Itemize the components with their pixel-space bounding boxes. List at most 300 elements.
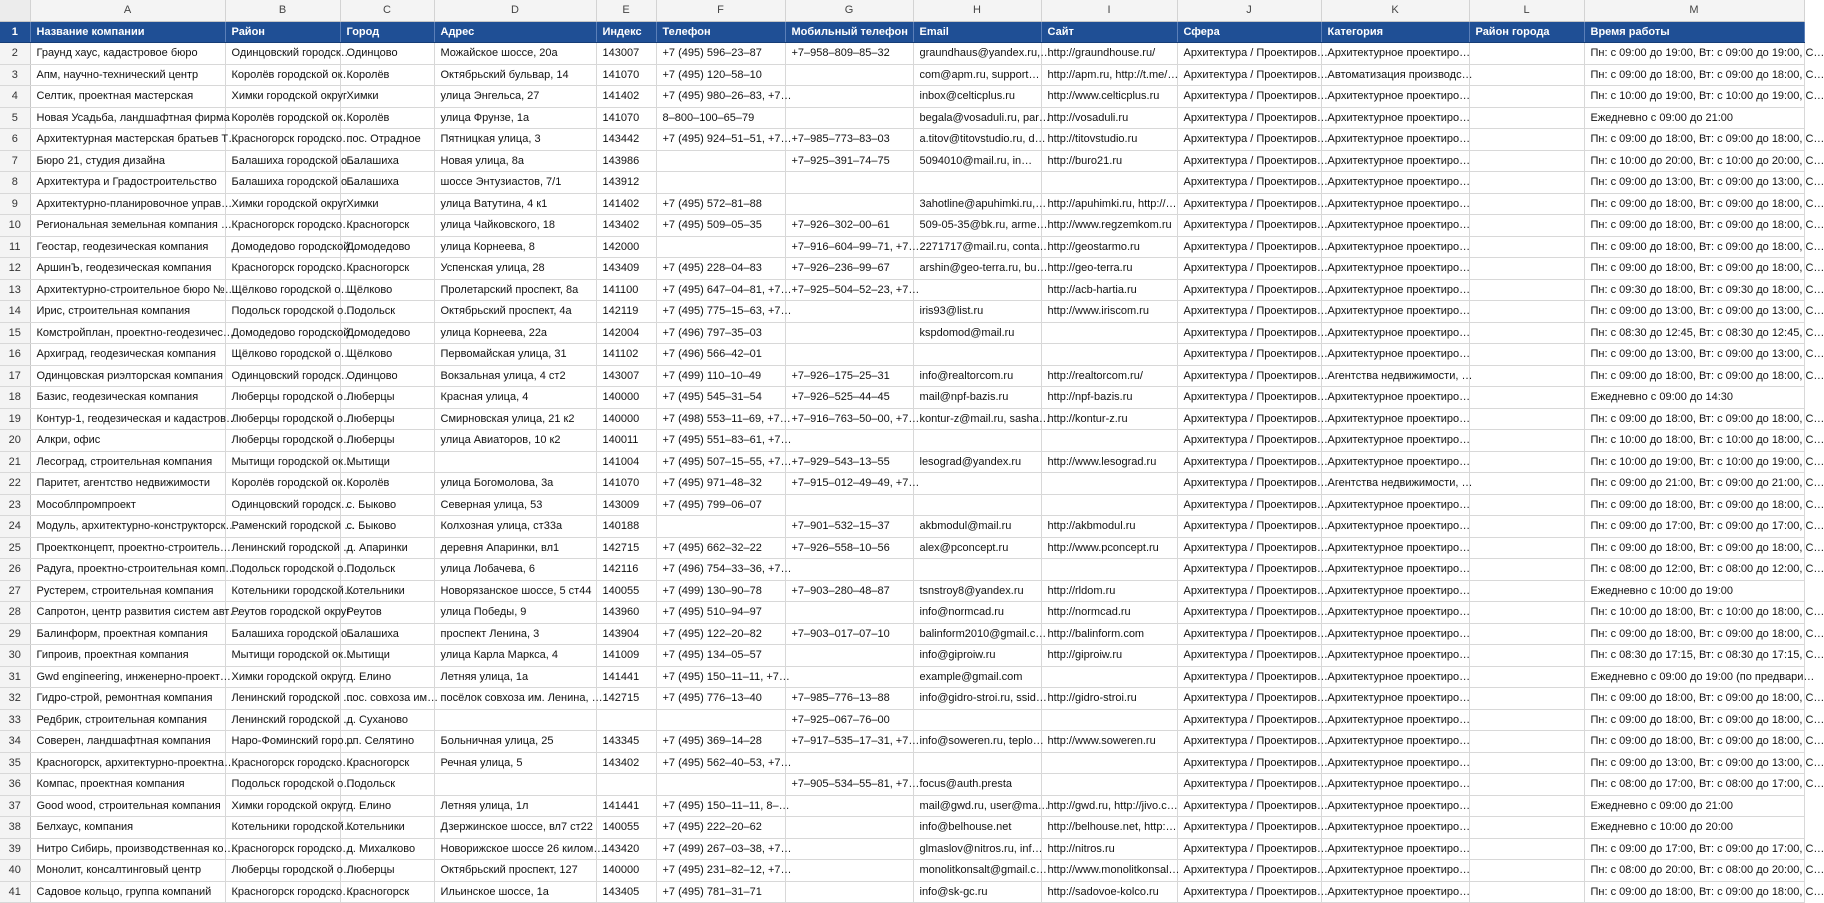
working-hours-cell[interactable]: Ежедневно с 09:00 до 21:00 xyxy=(1584,107,1804,129)
city-district-cell[interactable] xyxy=(1469,709,1584,731)
working-hours-cell[interactable]: Пн: с 09:00 до 18:00, Вт: с 09:00 до 18:00, С… xyxy=(1584,688,1804,710)
mobile-phone-cell[interactable] xyxy=(785,559,913,581)
row-number[interactable]: 23 xyxy=(0,494,30,516)
email-cell[interactable]: 509-05-35@bk.ru, arme… xyxy=(913,215,1041,237)
city-cell[interactable]: д. Апаринки xyxy=(340,537,434,559)
city-district-cell[interactable] xyxy=(1469,580,1584,602)
header-cell-district[interactable]: Район xyxy=(225,21,340,43)
row-number[interactable]: 20 xyxy=(0,430,30,452)
working-hours-cell[interactable]: Пн: с 09:00 до 13:00, Вт: с 09:00 до 13:00, С… xyxy=(1584,752,1804,774)
city-district-cell[interactable] xyxy=(1469,322,1584,344)
website-cell[interactable]: http://apuhimki.ru, http://… xyxy=(1041,193,1177,215)
working-hours-cell[interactable]: Ежедневно с 10:00 до 20:00 xyxy=(1584,817,1804,839)
website-cell[interactable]: http://npf-bazis.ru xyxy=(1041,387,1177,409)
city-district-cell[interactable] xyxy=(1469,752,1584,774)
category-cell[interactable]: Архитектурное проектиро… xyxy=(1321,645,1469,667)
postal-code-cell[interactable]: 143009 xyxy=(596,494,656,516)
row-number[interactable]: 30 xyxy=(0,645,30,667)
mobile-phone-cell[interactable] xyxy=(785,322,913,344)
district-cell[interactable]: Щёлково городской о… xyxy=(225,279,340,301)
company-name-cell[interactable]: Радуга, проектно-строительная комп… xyxy=(30,559,225,581)
header-cell-sphere[interactable]: Сфера xyxy=(1177,21,1321,43)
website-cell[interactable]: http://acb-hartia.ru xyxy=(1041,279,1177,301)
category-cell[interactable]: Архитектурное проектиро… xyxy=(1321,774,1469,796)
category-cell[interactable]: Архитектурное проектиро… xyxy=(1321,580,1469,602)
city-cell[interactable]: Реутов xyxy=(340,602,434,624)
email-cell[interactable]: monolitkonsalt@gmail.c… xyxy=(913,860,1041,882)
address-cell[interactable]: деревня Апаринки, вл1 xyxy=(434,537,596,559)
phone-cell[interactable]: +7 (495) 776–13–40 xyxy=(656,688,785,710)
district-cell[interactable]: Люберцы городской о… xyxy=(225,387,340,409)
city-district-cell[interactable] xyxy=(1469,795,1584,817)
sphere-cell[interactable]: Архитектура / Проектиров… xyxy=(1177,150,1321,172)
sphere-cell[interactable]: Архитектура / Проектиров… xyxy=(1177,494,1321,516)
category-cell[interactable]: Архитектурное проектиро… xyxy=(1321,795,1469,817)
category-cell[interactable]: Архитектурное проектиро… xyxy=(1321,387,1469,409)
email-cell[interactable]: example@gmail.com xyxy=(913,666,1041,688)
phone-cell[interactable]: +7 (496) 754–33–36, +7… xyxy=(656,559,785,581)
email-cell[interactable]: tsnstroy8@yandex.ru xyxy=(913,580,1041,602)
address-cell[interactable]: Дзержинское шоссе, вл7 ст22 xyxy=(434,817,596,839)
city-cell[interactable]: Одинцово xyxy=(340,43,434,65)
mobile-phone-cell[interactable] xyxy=(785,301,913,323)
postal-code-cell[interactable]: 141100 xyxy=(596,279,656,301)
phone-cell[interactable]: +7 (495) 980–26–83, +7… xyxy=(656,86,785,108)
row-number[interactable]: 9 xyxy=(0,193,30,215)
company-name-cell[interactable]: Геостар, геодезическая компания xyxy=(30,236,225,258)
mobile-phone-cell[interactable]: +7–925–067–76–00 xyxy=(785,709,913,731)
mobile-phone-cell[interactable] xyxy=(785,430,913,452)
phone-cell[interactable]: +7 (499) 130–90–78 xyxy=(656,580,785,602)
city-district-cell[interactable] xyxy=(1469,279,1584,301)
company-name-cell[interactable]: АршинЪ, геодезическая компания xyxy=(30,258,225,280)
district-cell[interactable]: Химки городской округ xyxy=(225,193,340,215)
row-number[interactable]: 31 xyxy=(0,666,30,688)
sphere-cell[interactable]: Архитектура / Проектиров… xyxy=(1177,365,1321,387)
category-cell[interactable]: Архитектурное проектиро… xyxy=(1321,129,1469,151)
email-cell[interactable]: info@sk-gc.ru xyxy=(913,881,1041,903)
district-cell[interactable]: Красногорск городско… xyxy=(225,129,340,151)
address-cell[interactable]: Октябрьский проспект, 127 xyxy=(434,860,596,882)
column-letter[interactable]: D xyxy=(434,0,596,21)
address-cell[interactable]: улица Ватутина, 4 к1 xyxy=(434,193,596,215)
company-name-cell[interactable]: Лесоград, строительная компания xyxy=(30,451,225,473)
city-cell[interactable]: Люберцы xyxy=(340,430,434,452)
district-cell[interactable]: Подольск городской о… xyxy=(225,774,340,796)
working-hours-cell[interactable]: Пн: с 10:00 до 18:00, Вт: с 10:00 до 18:00, С… xyxy=(1584,602,1804,624)
city-cell[interactable]: пос. Отрадное xyxy=(340,129,434,151)
website-cell[interactable] xyxy=(1041,752,1177,774)
email-cell[interactable]: begala@vosaduli.ru, par… xyxy=(913,107,1041,129)
mobile-phone-cell[interactable] xyxy=(785,817,913,839)
city-cell[interactable]: Щёлково xyxy=(340,344,434,366)
website-cell[interactable]: http://nitros.ru xyxy=(1041,838,1177,860)
category-cell[interactable]: Архитектурное проектиро… xyxy=(1321,881,1469,903)
website-cell[interactable]: http://www.soweren.ru xyxy=(1041,731,1177,753)
city-cell[interactable]: Подольск xyxy=(340,559,434,581)
sphere-cell[interactable]: Архитектура / Проектиров… xyxy=(1177,344,1321,366)
mobile-phone-cell[interactable] xyxy=(785,344,913,366)
website-cell[interactable]: http://www.monolitkonsal… xyxy=(1041,860,1177,882)
email-cell[interactable]: inbox@celticplus.ru xyxy=(913,86,1041,108)
phone-cell[interactable]: +7 (495) 551–83–61, +7… xyxy=(656,430,785,452)
district-cell[interactable]: Балашиха городской о… xyxy=(225,150,340,172)
working-hours-cell[interactable]: Пн: с 08:00 до 12:00, Вт: с 08:00 до 12:00, С… xyxy=(1584,559,1804,581)
website-cell[interactable]: http://apm.ru, http://t.me/… xyxy=(1041,64,1177,86)
category-cell[interactable]: Архитектурное проектиро… xyxy=(1321,602,1469,624)
sphere-cell[interactable]: Архитектура / Проектиров… xyxy=(1177,193,1321,215)
email-cell[interactable]: info@gidro-stroi.ru, ssid… xyxy=(913,688,1041,710)
district-cell[interactable]: Королёв городской ок… xyxy=(225,473,340,495)
postal-code-cell[interactable]: 141441 xyxy=(596,795,656,817)
district-cell[interactable]: Королёв городской ок… xyxy=(225,107,340,129)
address-cell[interactable]: Новорижское шоссе 26 килом… xyxy=(434,838,596,860)
company-name-cell[interactable]: Гипроив, проектная компания xyxy=(30,645,225,667)
working-hours-cell[interactable]: Пн: с 09:00 до 17:00, Вт: с 09:00 до 17:00, С… xyxy=(1584,516,1804,538)
district-cell[interactable]: Химки городской округ xyxy=(225,795,340,817)
sphere-cell[interactable]: Архитектура / Проектиров… xyxy=(1177,86,1321,108)
district-cell[interactable]: Красногорск городско… xyxy=(225,258,340,280)
sphere-cell[interactable]: Архитектура / Проектиров… xyxy=(1177,473,1321,495)
mobile-phone-cell[interactable]: +7–917–535–17–31, +7… xyxy=(785,731,913,753)
working-hours-cell[interactable]: Пн: с 09:00 до 18:00, Вт: с 09:00 до 18:00, С… xyxy=(1584,365,1804,387)
row-number[interactable]: 15 xyxy=(0,322,30,344)
postal-code-cell[interactable]: 143442 xyxy=(596,129,656,151)
row-number[interactable]: 34 xyxy=(0,731,30,753)
city-cell[interactable]: Красногорск xyxy=(340,215,434,237)
email-cell[interactable]: arshin@geo-terra.ru, bu… xyxy=(913,258,1041,280)
postal-code-cell[interactable]: 140000 xyxy=(596,860,656,882)
address-cell[interactable] xyxy=(434,774,596,796)
city-district-cell[interactable] xyxy=(1469,150,1584,172)
sphere-cell[interactable]: Архитектура / Проектиров… xyxy=(1177,236,1321,258)
mobile-phone-cell[interactable]: +7–925–504–52–23, +7… xyxy=(785,279,913,301)
row-number[interactable]: 2 xyxy=(0,43,30,65)
company-name-cell[interactable]: Граунд хаус, кадастровое бюро xyxy=(30,43,225,65)
website-cell[interactable] xyxy=(1041,344,1177,366)
postal-code-cell[interactable]: 141102 xyxy=(596,344,656,366)
phone-cell[interactable] xyxy=(656,150,785,172)
phone-cell[interactable]: +7 (495) 562–40–53, +7… xyxy=(656,752,785,774)
row-number[interactable]: 3 xyxy=(0,64,30,86)
row-number[interactable]: 12 xyxy=(0,258,30,280)
sphere-cell[interactable]: Архитектура / Проектиров… xyxy=(1177,537,1321,559)
email-cell[interactable]: 2271717@mail.ru, conta… xyxy=(913,236,1041,258)
working-hours-cell[interactable]: Пн: с 08:30 до 17:15, Вт: с 08:30 до 17:15, С… xyxy=(1584,645,1804,667)
category-cell[interactable]: Архитектурное проектиро… xyxy=(1321,236,1469,258)
working-hours-cell[interactable]: Пн: с 09:00 до 13:00, Вт: с 09:00 до 13:00, С… xyxy=(1584,172,1804,194)
city-district-cell[interactable] xyxy=(1469,645,1584,667)
website-cell[interactable]: http://www.pconcept.ru xyxy=(1041,537,1177,559)
city-district-cell[interactable] xyxy=(1469,881,1584,903)
category-cell[interactable]: Архитектурное проектиро… xyxy=(1321,322,1469,344)
city-district-cell[interactable] xyxy=(1469,387,1584,409)
phone-cell[interactable]: +7 (495) 545–31–54 xyxy=(656,387,785,409)
city-district-cell[interactable] xyxy=(1469,559,1584,581)
city-district-cell[interactable] xyxy=(1469,451,1584,473)
sphere-cell[interactable]: Архитектура / Проектиров… xyxy=(1177,666,1321,688)
category-cell[interactable]: Архитектурное проектиро… xyxy=(1321,666,1469,688)
city-cell[interactable]: Балашиха xyxy=(340,623,434,645)
header-cell-company-name[interactable]: Название компании xyxy=(30,21,225,43)
address-cell[interactable]: Первомайская улица, 31 xyxy=(434,344,596,366)
working-hours-cell[interactable]: Пн: с 09:00 до 18:00, Вт: с 09:00 до 18:00, С… xyxy=(1584,494,1804,516)
header-cell-mobile-phone[interactable]: Мобильный телефон xyxy=(785,21,913,43)
city-district-cell[interactable] xyxy=(1469,623,1584,645)
address-cell[interactable]: Больничная улица, 25 xyxy=(434,731,596,753)
website-cell[interactable]: http://belhouse.net, http:… xyxy=(1041,817,1177,839)
mobile-phone-cell[interactable]: +7–929–543–13–55 xyxy=(785,451,913,473)
sphere-cell[interactable]: Архитектура / Проектиров… xyxy=(1177,774,1321,796)
category-cell[interactable]: Архитектурное проектиро… xyxy=(1321,817,1469,839)
row-number[interactable]: 25 xyxy=(0,537,30,559)
website-cell[interactable]: http://geostarmo.ru xyxy=(1041,236,1177,258)
email-cell[interactable]: mail@npf-bazis.ru xyxy=(913,387,1041,409)
address-cell[interactable]: Пятницкая улица, 3 xyxy=(434,129,596,151)
row-number[interactable]: 11 xyxy=(0,236,30,258)
column-letter[interactable]: M xyxy=(1584,0,1804,21)
select-all-corner[interactable] xyxy=(0,0,30,21)
category-cell[interactable]: Архитектурное проектиро… xyxy=(1321,516,1469,538)
email-cell[interactable]: kspdomod@mail.ru xyxy=(913,322,1041,344)
postal-code-cell[interactable]: 143904 xyxy=(596,623,656,645)
working-hours-cell[interactable]: Ежедневно с 10:00 до 19:00 xyxy=(1584,580,1804,602)
postal-code-cell[interactable]: 143402 xyxy=(596,752,656,774)
sphere-cell[interactable]: Архитектура / Проектиров… xyxy=(1177,215,1321,237)
sphere-cell[interactable]: Архитектура / Проектиров… xyxy=(1177,301,1321,323)
company-name-cell[interactable]: Новая Усадьба, ландшафтная фирма xyxy=(30,107,225,129)
city-district-cell[interactable] xyxy=(1469,193,1584,215)
postal-code-cell[interactable]: 142119 xyxy=(596,301,656,323)
sphere-cell[interactable]: Архитектура / Проектиров… xyxy=(1177,881,1321,903)
category-cell[interactable]: Архитектурное проектиро… xyxy=(1321,43,1469,65)
city-cell[interactable]: Щёлково xyxy=(340,279,434,301)
address-cell[interactable]: Новая улица, 8а xyxy=(434,150,596,172)
category-cell[interactable]: Агентства недвижимости, … xyxy=(1321,473,1469,495)
mobile-phone-cell[interactable]: +7–926–525–44–45 xyxy=(785,387,913,409)
sphere-cell[interactable]: Архитектура / Проектиров… xyxy=(1177,709,1321,731)
phone-cell[interactable]: +7 (495) 596–23–87 xyxy=(656,43,785,65)
phone-cell[interactable]: +7 (495) 134–05–57 xyxy=(656,645,785,667)
email-cell[interactable]: lesograd@yandex.ru xyxy=(913,451,1041,473)
sphere-cell[interactable]: Архитектура / Проектиров… xyxy=(1177,860,1321,882)
address-cell[interactable]: Северная улица, 53 xyxy=(434,494,596,516)
website-cell[interactable] xyxy=(1041,774,1177,796)
city-district-cell[interactable] xyxy=(1469,129,1584,151)
postal-code-cell[interactable]: 143912 xyxy=(596,172,656,194)
website-cell[interactable] xyxy=(1041,494,1177,516)
sphere-cell[interactable]: Архитектура / Проектиров… xyxy=(1177,817,1321,839)
working-hours-cell[interactable]: Пн: с 09:00 до 18:00, Вт: с 09:00 до 18:00, С… xyxy=(1584,258,1804,280)
working-hours-cell[interactable]: Ежедневно с 09:00 до 21:00 xyxy=(1584,795,1804,817)
header-cell-city[interactable]: Город xyxy=(340,21,434,43)
address-cell[interactable]: Пролетарский проспект, 8а xyxy=(434,279,596,301)
header-cell-city-district[interactable]: Район города xyxy=(1469,21,1584,43)
city-cell[interactable]: рп. Селятино xyxy=(340,731,434,753)
sphere-cell[interactable]: Архитектура / Проектиров… xyxy=(1177,645,1321,667)
company-name-cell[interactable]: Комстройплан, проектно-геодезичес… xyxy=(30,322,225,344)
working-hours-cell[interactable]: Пн: с 08:30 до 12:45, Вт: с 08:30 до 12:45, С… xyxy=(1584,322,1804,344)
header-cell-address[interactable]: Адрес xyxy=(434,21,596,43)
website-cell[interactable] xyxy=(1041,430,1177,452)
city-district-cell[interactable] xyxy=(1469,838,1584,860)
postal-code-cell[interactable]: 141070 xyxy=(596,473,656,495)
company-name-cell[interactable]: Сапротон, центр развития систем авт… xyxy=(30,602,225,624)
city-cell[interactable]: Домодедово xyxy=(340,236,434,258)
company-name-cell[interactable]: Одинцовская риэлторская компания xyxy=(30,365,225,387)
phone-cell[interactable]: +7 (495) 781–31–71 xyxy=(656,881,785,903)
postal-code-cell[interactable]: 141070 xyxy=(596,64,656,86)
phone-cell[interactable]: +7 (495) 150–11–11, +7… xyxy=(656,666,785,688)
working-hours-cell[interactable]: Пн: с 09:00 до 13:00, Вт: с 09:00 до 13:00, С… xyxy=(1584,301,1804,323)
mobile-phone-cell[interactable] xyxy=(785,64,913,86)
email-cell[interactable] xyxy=(913,344,1041,366)
company-name-cell[interactable]: Архитектурно-планировочное управ… xyxy=(30,193,225,215)
email-cell[interactable]: info@giproiw.ru xyxy=(913,645,1041,667)
postal-code-cell[interactable]: 140000 xyxy=(596,408,656,430)
sphere-cell[interactable]: Архитектура / Проектиров… xyxy=(1177,688,1321,710)
working-hours-cell[interactable]: Пн: с 09:00 до 18:00, Вт: с 09:00 до 18:00, С… xyxy=(1584,537,1804,559)
header-cell-postal-code[interactable]: Индекс xyxy=(596,21,656,43)
email-cell[interactable]: info@soweren.ru, teplo… xyxy=(913,731,1041,753)
working-hours-cell[interactable]: Пн: с 09:00 до 18:00, Вт: с 09:00 до 18:00, С… xyxy=(1584,215,1804,237)
address-cell[interactable] xyxy=(434,451,596,473)
mobile-phone-cell[interactable] xyxy=(785,494,913,516)
email-cell[interactable] xyxy=(913,559,1041,581)
row-number[interactable]: 21 xyxy=(0,451,30,473)
city-cell[interactable]: Королёв xyxy=(340,64,434,86)
company-name-cell[interactable]: Паритет, агентство недвижимости xyxy=(30,473,225,495)
phone-cell[interactable]: +7 (495) 924–51–51, +7… xyxy=(656,129,785,151)
category-cell[interactable]: Архитектурное проектиро… xyxy=(1321,860,1469,882)
column-letter[interactable]: I xyxy=(1041,0,1177,21)
postal-code-cell[interactable]: 143402 xyxy=(596,215,656,237)
email-cell[interactable]: mail@gwd.ru, user@ma… xyxy=(913,795,1041,817)
header-cell-working-hours[interactable]: Время работы xyxy=(1584,21,1804,43)
row-number[interactable]: 28 xyxy=(0,602,30,624)
city-district-cell[interactable] xyxy=(1469,64,1584,86)
working-hours-cell[interactable]: Пн: с 09:00 до 18:00, Вт: с 09:00 до 18:00, С… xyxy=(1584,129,1804,151)
address-cell[interactable]: улица Чайковского, 18 xyxy=(434,215,596,237)
phone-cell[interactable]: +7 (495) 509–05–35 xyxy=(656,215,785,237)
website-cell[interactable] xyxy=(1041,473,1177,495)
district-cell[interactable]: Котельники городской… xyxy=(225,817,340,839)
row-number[interactable]: 32 xyxy=(0,688,30,710)
address-cell[interactable]: улица Корнеева, 8 xyxy=(434,236,596,258)
postal-code-cell[interactable]: 143986 xyxy=(596,150,656,172)
column-letter[interactable]: K xyxy=(1321,0,1469,21)
company-name-cell[interactable]: Садовое кольцо, группа компаний xyxy=(30,881,225,903)
postal-code-cell[interactable]: 141441 xyxy=(596,666,656,688)
column-letter[interactable]: F xyxy=(656,0,785,21)
row-number[interactable]: 41 xyxy=(0,881,30,903)
website-cell[interactable]: http://www.lesograd.ru xyxy=(1041,451,1177,473)
row-number[interactable]: 29 xyxy=(0,623,30,645)
row-number[interactable]: 5 xyxy=(0,107,30,129)
mobile-phone-cell[interactable]: +7–903–280–48–87 xyxy=(785,580,913,602)
company-name-cell[interactable]: Архитектурно-строительное бюро №… xyxy=(30,279,225,301)
sphere-cell[interactable]: Архитектура / Проектиров… xyxy=(1177,752,1321,774)
phone-cell[interactable]: 8–800–100–65–79 xyxy=(656,107,785,129)
company-name-cell[interactable]: Gwd engineering, инженерно-проект… xyxy=(30,666,225,688)
city-cell[interactable]: Красногорск xyxy=(340,752,434,774)
website-cell[interactable]: http://sadovoe-kolco.ru xyxy=(1041,881,1177,903)
mobile-phone-cell[interactable]: +7–926–558–10–56 xyxy=(785,537,913,559)
working-hours-cell[interactable]: Ежедневно с 09:00 до 19:00 (по предвари… xyxy=(1584,666,1804,688)
category-cell[interactable]: Агентства недвижимости, … xyxy=(1321,365,1469,387)
website-cell[interactable] xyxy=(1041,172,1177,194)
district-cell[interactable]: Одинцовский городск… xyxy=(225,43,340,65)
district-cell[interactable]: Красногорск городско… xyxy=(225,215,340,237)
working-hours-cell[interactable]: Пн: с 10:00 до 18:00, Вт: с 10:00 до 18:00, С… xyxy=(1584,430,1804,452)
city-cell[interactable]: Домодедово xyxy=(340,322,434,344)
district-cell[interactable]: Подольск городской о… xyxy=(225,559,340,581)
row-number[interactable]: 36 xyxy=(0,774,30,796)
working-hours-cell[interactable]: Пн: с 10:00 до 20:00, Вт: с 10:00 до 20:00, С… xyxy=(1584,150,1804,172)
postal-code-cell[interactable] xyxy=(596,709,656,731)
row-number[interactable]: 10 xyxy=(0,215,30,237)
company-name-cell[interactable]: Региональная земельная компания … xyxy=(30,215,225,237)
district-cell[interactable]: Подольск городской о… xyxy=(225,301,340,323)
sphere-cell[interactable]: Архитектура / Проектиров… xyxy=(1177,623,1321,645)
mobile-phone-cell[interactable] xyxy=(785,838,913,860)
city-district-cell[interactable] xyxy=(1469,817,1584,839)
phone-cell[interactable]: +7 (495) 572–81–88 xyxy=(656,193,785,215)
website-cell[interactable]: http://www.regzemkom.ru xyxy=(1041,215,1177,237)
sphere-cell[interactable]: Архитектура / Проектиров… xyxy=(1177,129,1321,151)
mobile-phone-cell[interactable]: +7–926–302–00–61 xyxy=(785,215,913,237)
city-district-cell[interactable] xyxy=(1469,602,1584,624)
category-cell[interactable]: Архитектурное проектиро… xyxy=(1321,193,1469,215)
city-cell[interactable]: Люберцы xyxy=(340,387,434,409)
address-cell[interactable]: улица Карла Маркса, 4 xyxy=(434,645,596,667)
postal-code-cell[interactable]: 140011 xyxy=(596,430,656,452)
address-cell[interactable]: посёлок совхоза им. Ленина, … xyxy=(434,688,596,710)
district-cell[interactable]: Балашиха городской о… xyxy=(225,623,340,645)
category-cell[interactable]: Архитектурное проектиро… xyxy=(1321,537,1469,559)
sphere-cell[interactable]: Архитектура / Проектиров… xyxy=(1177,602,1321,624)
city-cell[interactable]: Котельники xyxy=(340,817,434,839)
working-hours-cell[interactable]: Пн: с 09:00 до 18:00, Вт: с 09:00 до 18:00, С… xyxy=(1584,731,1804,753)
email-cell[interactable]: a.titov@titovstudio.ru, d… xyxy=(913,129,1041,151)
website-cell[interactable]: http://titovstudio.ru xyxy=(1041,129,1177,151)
column-letter[interactable]: A xyxy=(30,0,225,21)
address-cell[interactable]: проспект Ленина, 3 xyxy=(434,623,596,645)
district-cell[interactable]: Ленинский городской … xyxy=(225,709,340,731)
phone-cell[interactable]: +7 (495) 775–15–63, +7… xyxy=(656,301,785,323)
district-cell[interactable]: Одинцовский городск… xyxy=(225,365,340,387)
city-district-cell[interactable] xyxy=(1469,107,1584,129)
phone-cell[interactable]: +7 (495) 150–11–11, 8–… xyxy=(656,795,785,817)
working-hours-cell[interactable]: Пн: с 09:00 до 18:00, Вт: с 09:00 до 18:00, С… xyxy=(1584,709,1804,731)
district-cell[interactable]: Мытищи городской ок… xyxy=(225,451,340,473)
sphere-cell[interactable]: Архитектура / Проектиров… xyxy=(1177,107,1321,129)
city-district-cell[interactable] xyxy=(1469,258,1584,280)
company-name-cell[interactable]: Нитро Сибирь, производственная ко… xyxy=(30,838,225,860)
header-cell-category[interactable]: Категория xyxy=(1321,21,1469,43)
address-cell[interactable]: улица Победы, 9 xyxy=(434,602,596,624)
city-cell[interactable]: д. Михалково xyxy=(340,838,434,860)
city-cell[interactable]: Химки xyxy=(340,86,434,108)
postal-code-cell[interactable]: 143345 xyxy=(596,731,656,753)
sphere-cell[interactable]: Архитектура / Проектиров… xyxy=(1177,516,1321,538)
mobile-phone-cell[interactable]: +7–905–534–55–81, +7… xyxy=(785,774,913,796)
website-cell[interactable]: http://buro21.ru xyxy=(1041,150,1177,172)
row-number[interactable]: 6 xyxy=(0,129,30,151)
city-district-cell[interactable] xyxy=(1469,860,1584,882)
company-name-cell[interactable]: Базис, геодезическая компания xyxy=(30,387,225,409)
postal-code-cell[interactable]: 143409 xyxy=(596,258,656,280)
